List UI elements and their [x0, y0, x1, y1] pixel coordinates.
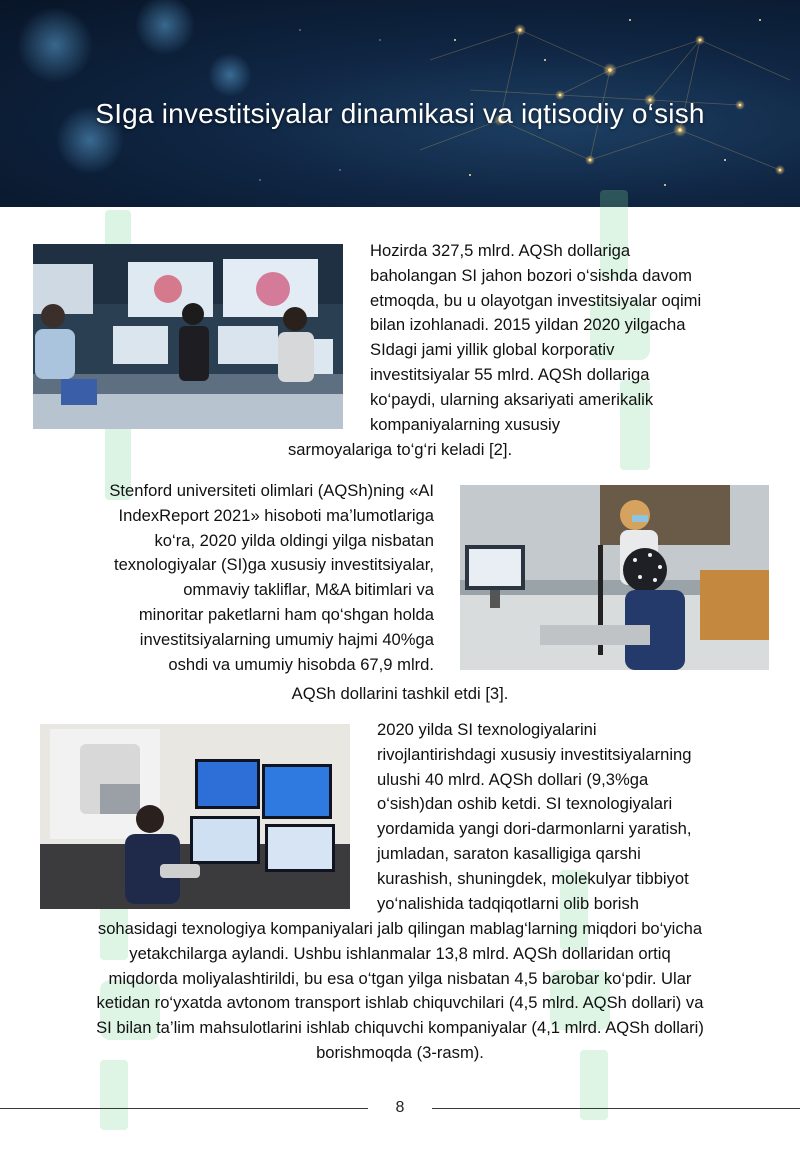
paragraph-1 — [370, 239, 790, 437]
text-line: etmoqda, bu u olayotgan investitsiyalar oqimi — [370, 290, 702, 310]
photo-control-room — [33, 244, 343, 429]
text-line: Hozirda 327,5 mlrd. AQSh dollariga — [370, 241, 631, 260]
text-line: 2020 yilda SI texnologiyalarini — [377, 720, 597, 739]
footer-rule-right — [432, 1108, 800, 1109]
text-line: texnologiyalar (SI)ga xususiy investitsiyalar, — [113, 555, 434, 575]
text-line: ommaviy takliflar, M&A bitimlari va — [183, 580, 434, 600]
text-line: bilan izohlanadi. 2015 yildan 2020 yilgacha — [370, 315, 686, 335]
text-line: investitsiyalarning umumiy hajmi 40%ga — [139, 629, 434, 649]
footer-rule-left — [0, 1108, 368, 1109]
text-line: sohasidagi texnologiya kompaniyalari jalb qilingan mablag‘larning miqdori bo‘yicha — [97, 919, 703, 938]
text-line: yo‘nalishida tadqiqotlarni olib borish — [377, 893, 639, 913]
page-number: 8 — [395, 1099, 405, 1116]
paragraph-3 — [377, 718, 792, 916]
text-line: investitsiyalar 55 mlrd. AQSh dollariga — [370, 364, 650, 384]
text-line: IndexReport 2021» hisoboti ma’lumotlariga — [118, 505, 434, 525]
text-line: baholangan SI jahon bozori o‘sishda davom — [370, 265, 692, 285]
paragraph-2 — [20, 479, 434, 677]
text-line: kompaniyalarning xususiy — [370, 414, 561, 434]
text-line: miqdorda moliyalashtirildi, bu esa o‘tgan yilga nisbatan 4,5 barobar ko‘pdir. Ular — [108, 968, 692, 988]
text-line: SIdagi jami yillik global korporativ — [370, 340, 615, 360]
text-line: yordamida yangi dori-darmonlarni yaratish, — [377, 819, 692, 839]
text-line: SI bilan ta’lim mahsulotlarini ishlab chiquvchi kompaniyalar (4,1 mlrd. AQSh dollari) — [96, 1018, 704, 1038]
text-line: ulushi 40 mlrd. AQSh dollari (9,3%ga — [377, 769, 649, 789]
photo-lab-research — [460, 485, 769, 670]
header-banner — [0, 0, 800, 207]
text-line: oshdi va umumiy hisobda 67,9 mlrd. — [168, 654, 434, 674]
paragraph-1-end: sarmoyalariga to‘g‘ri keladi [2]. — [287, 440, 513, 459]
paragraph-2-end: AQSh dollarini tashkil etdi [3]. — [291, 684, 509, 703]
text-line: jumladan, saraton kasalligiga qarshi — [377, 843, 641, 863]
text-line: ko‘ra, 2020 yilda oldingi yilga nisbatan — [154, 530, 434, 550]
text-line: Stenford universiteti olimlari (AQSh)ning «AI — [109, 481, 434, 500]
photo-microscope-lab — [40, 724, 350, 909]
text-line: minoritar paketlarni ham qo‘shgan holda — [138, 604, 434, 624]
page-title: SIga investitsiyalar dinamikasi va iqtisodiy o‘sish — [95, 98, 705, 129]
paragraph-3-end — [10, 917, 790, 1066]
text-line: ko‘paydi, ularning aksariyati amerikalik — [370, 389, 654, 409]
text-line: yetakchilarga aylandi. Ushbu ishlanmalar 13,8 mlrd. AQSh dollaridan ortiq — [129, 943, 671, 963]
text-line: kurashish, shuningdek, molekulyar tibbiyot — [377, 868, 689, 888]
text-line: rivojlantirishdagi xususiy investitsiyalarning — [377, 744, 692, 764]
text-line: borishmoqda (3-rasm). — [316, 1042, 484, 1062]
text-line: ketidan ro‘yxatda avtonom transport ishlab chiquvchilari (4,5 mlrd. AQSh dollari) va — [96, 993, 704, 1013]
text-line: o‘sish)dan oshib ketdi. SI texnologiyalari — [377, 794, 673, 814]
